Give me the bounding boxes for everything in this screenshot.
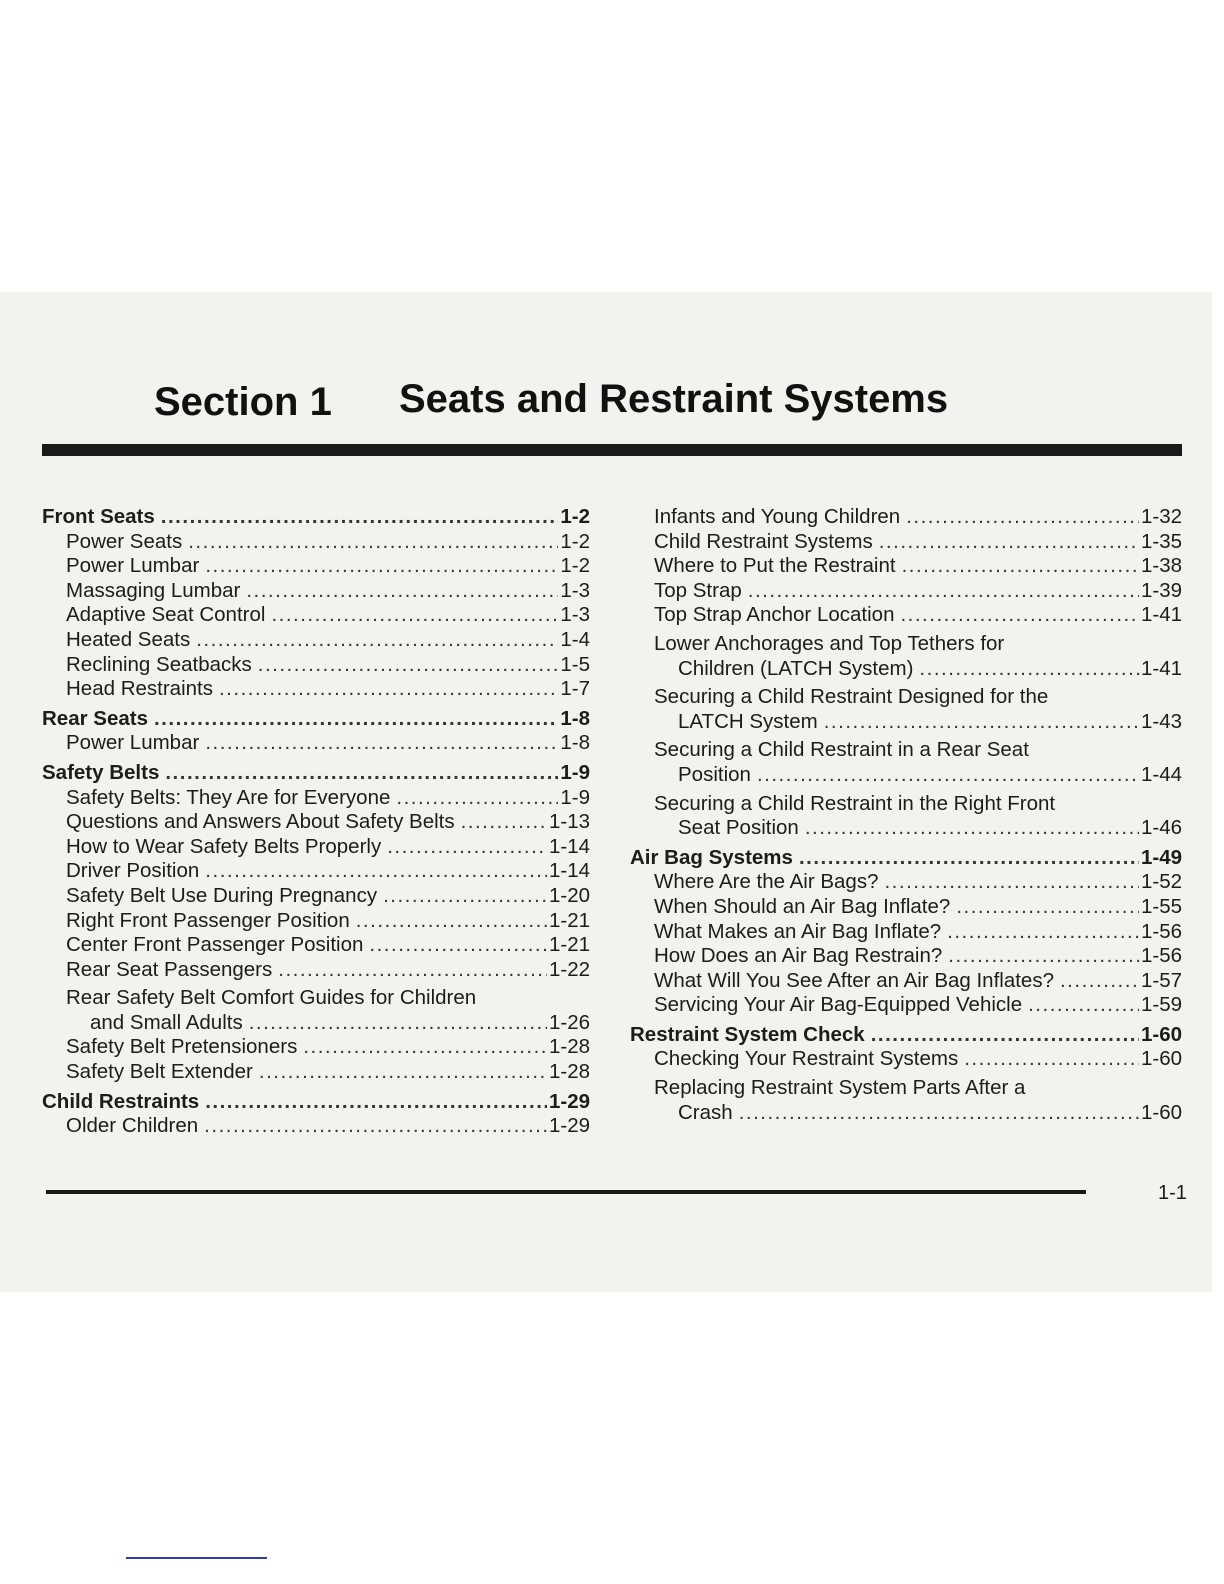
dot-leader (947, 920, 1139, 945)
toc-entry-title: Rear Seats (42, 706, 148, 730)
toc-page-number: 1-41 (1140, 603, 1182, 627)
dot-leader (383, 884, 547, 909)
toc-entry-title: Position (678, 762, 751, 786)
toc-entry-title: Front Seats (42, 505, 155, 528)
dot-leader (396, 786, 558, 811)
toc-entry[interactable] (630, 579, 1182, 604)
toc-entry-title: Older Children (66, 1114, 199, 1138)
dot-leader (196, 628, 558, 653)
toc-entry-title: Where Are the Air Bags? (654, 870, 879, 894)
toc-entry[interactable] (42, 1035, 590, 1060)
toc-page-number: 1-13 (548, 810, 590, 834)
toc-entry[interactable] (630, 870, 1182, 895)
toc-entry-title: Center Front Passenger Position (66, 933, 364, 957)
toc-page-number: 1-22 (548, 957, 590, 981)
toc-entry-title: Safety Belt Extender (66, 1060, 253, 1084)
toc-entry[interactable] (630, 505, 1182, 530)
toc-page-number: 1-28 (548, 1060, 590, 1084)
toc-page-number: 1-3 (560, 603, 590, 627)
toc-entry-title: What Makes an Air Bag Inflate? (654, 919, 942, 943)
footer-rule (46, 1190, 1086, 1194)
toc-entry[interactable] (42, 653, 590, 678)
toc-entry[interactable] (42, 603, 590, 628)
toc-entry[interactable] (630, 1101, 1182, 1126)
dot-leader (799, 846, 1139, 871)
toc-page-number: 1-38 (1140, 554, 1182, 578)
toc-entry-title: What Will You See After an Air Bag Inflates? (654, 968, 1054, 992)
toc-entry[interactable] (42, 1011, 590, 1036)
dot-leader (956, 895, 1139, 920)
toc-entry-title: Heated Seats (66, 627, 191, 651)
page-number: 1-1 (1158, 1182, 1187, 1204)
toc-page-number: 1-21 (548, 908, 590, 932)
toc-section-entry[interactable] (42, 761, 590, 786)
toc-page-number: 1-2 (560, 554, 590, 578)
dot-leader (906, 505, 1139, 530)
toc-entry[interactable] (42, 1060, 590, 1085)
toc-page-number: 1-2 (560, 529, 590, 553)
section-label: Section 1 (154, 380, 332, 424)
toc-page-number: 1-59 (1140, 993, 1182, 1017)
toc-entry[interactable] (630, 944, 1182, 969)
toc-page-number: 1-39 (1140, 578, 1182, 602)
toc-entry-title: Safety Belt Pretensioners (66, 1035, 298, 1059)
dot-leader (161, 505, 559, 530)
toc-entry[interactable] (42, 958, 590, 983)
section-title: Seats and Restraint Systems (399, 377, 949, 421)
toc-entry-title: Children (LATCH System) (678, 656, 914, 680)
toc-page-number: 1-60 (1140, 1100, 1182, 1124)
toc-page-number: 1-41 (1140, 656, 1182, 680)
toc-entry-line: Lower Anchorages and Top Tethers for (654, 631, 1005, 655)
toc-entry-title: Safety Belt Use During Pregnancy (66, 883, 378, 907)
toc-entry[interactable] (630, 1047, 1182, 1072)
dot-leader (205, 731, 558, 756)
toc-entry[interactable] (42, 835, 590, 860)
toc-entry-title: Air Bag Systems (630, 845, 793, 869)
toc-entry-title: Head Restraints (66, 677, 213, 701)
toc-section-entry[interactable] (42, 1090, 590, 1115)
dot-leader (271, 603, 558, 628)
toc-page-number: 1-52 (1140, 870, 1182, 894)
dot-leader (154, 707, 558, 732)
toc-page-number: 1-55 (1140, 894, 1182, 918)
dot-leader (1060, 969, 1139, 994)
toc-page-number: 1-43 (1140, 709, 1182, 733)
toc-page-number: 1-2 (560, 505, 590, 528)
toc-page-number: 1-26 (548, 1010, 590, 1034)
toc-page-number: 1-60 (1140, 1047, 1182, 1071)
toc-entry[interactable] (630, 920, 1182, 945)
toc-section-entry[interactable] (42, 505, 590, 530)
dot-leader (259, 1060, 547, 1085)
toc-entry[interactable] (630, 895, 1182, 920)
toc-page-number: 1-57 (1140, 968, 1182, 992)
dot-leader (258, 653, 559, 678)
toc-entry[interactable] (630, 993, 1182, 1018)
toc-entry-title: Safety Belts (42, 760, 160, 784)
toc-entry[interactable] (630, 969, 1182, 994)
toc-entry-title: How Does an Air Bag Restrain? (654, 944, 943, 968)
toc-entry-title: Checking Your Restraint Systems (654, 1047, 959, 1071)
toc-entry[interactable] (42, 530, 590, 555)
toc-entry[interactable] (42, 909, 590, 934)
dot-leader (879, 530, 1139, 555)
toc-entry-title: Rear Seat Passengers (66, 957, 273, 981)
toc-section-entry[interactable] (630, 1023, 1182, 1048)
dot-leader (948, 944, 1139, 969)
toc-right-column (630, 505, 1182, 1125)
toc-entry-title: Right Front Passenger Position (66, 908, 350, 932)
toc-entry-title: Power Lumbar (66, 554, 200, 578)
toc-entry[interactable] (42, 579, 590, 604)
toc-entry[interactable] (42, 554, 590, 579)
toc-entry[interactable] (630, 603, 1182, 628)
toc-entry-title: Reclining Seatbacks (66, 652, 252, 676)
dot-leader (900, 603, 1139, 628)
toc-entry-line: Securing a Child Restraint in the Right Front (654, 791, 1056, 815)
toc-entry-title: Top Strap (654, 578, 742, 602)
toc-entry[interactable] (42, 731, 590, 756)
toc-page-number: 1-9 (560, 785, 590, 809)
dot-leader (303, 1035, 547, 1060)
toc-section-entry[interactable] (42, 707, 590, 732)
toc-page-number: 1-60 (1140, 1022, 1182, 1046)
dot-leader (748, 579, 1139, 604)
dot-leader (739, 1101, 1139, 1126)
toc-entry[interactable] (630, 554, 1182, 579)
dot-leader (461, 810, 547, 835)
dot-leader (278, 958, 547, 983)
toc-page-number: 1-29 (548, 1089, 590, 1113)
toc-page-number: 1-14 (548, 859, 590, 883)
toc-page-number: 1-9 (560, 760, 590, 784)
toc-entry-title: Infants and Young Children (654, 505, 901, 528)
toc-entry-title: Crash (678, 1100, 733, 1124)
dot-leader (757, 763, 1139, 788)
toc-page-number: 1-21 (548, 933, 590, 957)
toc-entry-title: and Small Adults (90, 1010, 243, 1034)
toc-entry-line: Securing a Child Restraint in a Rear Seat (654, 738, 1029, 762)
toc-page-number: 1-56 (1140, 944, 1182, 968)
toc-entry-title: Driver Position (66, 859, 200, 883)
toc-entry-title: LATCH System (678, 709, 818, 733)
toc-entry-title: Servicing Your Air Bag-Equipped Vehicle (654, 993, 1023, 1017)
toc-section-entry[interactable] (630, 846, 1182, 871)
toc-entry-title: Questions and Answers About Safety Belts (66, 810, 455, 834)
dot-leader (871, 1023, 1139, 1048)
toc-page-number: 1-32 (1140, 505, 1182, 528)
toc-page-number: 1-56 (1140, 919, 1182, 943)
dot-leader (805, 816, 1139, 841)
dot-leader (387, 835, 547, 860)
toc-page-number: 1-29 (548, 1114, 590, 1138)
toc-page-number: 1-7 (560, 677, 590, 701)
dot-leader (884, 870, 1138, 895)
toc-entry[interactable] (630, 763, 1182, 788)
toc-entry-title: Restraint System Check (630, 1022, 865, 1046)
dot-leader (205, 1090, 547, 1115)
heading-rule (42, 444, 1182, 456)
dot-leader (919, 657, 1139, 682)
toc-page-number: 1-46 (1140, 816, 1182, 840)
dot-leader (1028, 993, 1139, 1018)
page-heading (154, 377, 949, 425)
toc-entry[interactable] (630, 657, 1182, 682)
dot-leader (219, 677, 558, 702)
toc-entry[interactable] (42, 884, 590, 909)
toc-page-number: 1-8 (560, 731, 590, 755)
toc-page-number: 1-4 (560, 627, 590, 651)
toc-entry[interactable] (630, 816, 1182, 841)
toc-entry-title: Child Restraints (42, 1089, 200, 1113)
dot-leader (165, 761, 558, 786)
toc-entry-title: Top Strap Anchor Location (654, 603, 895, 627)
toc-entry[interactable] (42, 810, 590, 835)
toc-entry-title: Seat Position (678, 816, 799, 840)
toc-page-number: 1-28 (548, 1035, 590, 1059)
toc-page-number: 1-5 (560, 652, 590, 676)
dot-leader (246, 579, 558, 604)
toc-entry[interactable] (42, 628, 590, 653)
toc-entry-title: When Should an Air Bag Inflate? (654, 894, 951, 918)
dot-leader (902, 554, 1139, 579)
toc-entry-title: How to Wear Safety Belts Properly (66, 834, 382, 858)
toc-entry[interactable] (42, 933, 590, 958)
toc-entry-title: Child Restraint Systems (654, 529, 873, 553)
toc-entry[interactable] (630, 710, 1182, 735)
dot-leader (369, 933, 547, 958)
dot-leader (205, 859, 547, 884)
toc-entry[interactable] (42, 1114, 590, 1139)
toc-entry[interactable] (630, 530, 1182, 555)
toc-page-number: 1-20 (548, 883, 590, 907)
toc-entry-title: Adaptive Seat Control (66, 603, 266, 627)
dot-leader (188, 530, 558, 555)
toc-entry-line: Securing a Child Restraint Designed for the (654, 685, 1049, 709)
dot-leader (205, 554, 558, 579)
toc-page-number: 1-44 (1140, 762, 1182, 786)
toc-entry-title: Power Seats (66, 529, 183, 553)
toc-page-number: 1-3 (560, 578, 590, 602)
toc-entry[interactable] (42, 859, 590, 884)
toc-entry-title: Power Lumbar (66, 731, 200, 755)
toc-entry-title: Massaging Lumbar (66, 578, 241, 602)
dot-leader (249, 1011, 547, 1036)
dot-leader (356, 909, 547, 934)
toc-left-column (42, 505, 590, 1139)
dot-leader (824, 710, 1139, 735)
toc-page-number: 1-8 (560, 706, 590, 730)
toc-page-number: 1-49 (1140, 845, 1182, 869)
toc-entry-title: Safety Belts: They Are for Everyone (66, 785, 391, 809)
toc-entry[interactable] (42, 677, 590, 702)
toc-entry[interactable] (42, 786, 590, 811)
link-underline (126, 1557, 267, 1559)
dot-leader (964, 1047, 1139, 1072)
dot-leader (204, 1114, 547, 1139)
toc-page-number: 1-35 (1140, 529, 1182, 553)
toc-entry-title: Where to Put the Restraint (654, 554, 896, 578)
toc-page-number: 1-14 (548, 834, 590, 858)
toc-entry-line: Replacing Restraint System Parts After a (654, 1076, 1026, 1100)
toc-entry-line: Rear Safety Belt Comfort Guides for Children (66, 986, 477, 1010)
